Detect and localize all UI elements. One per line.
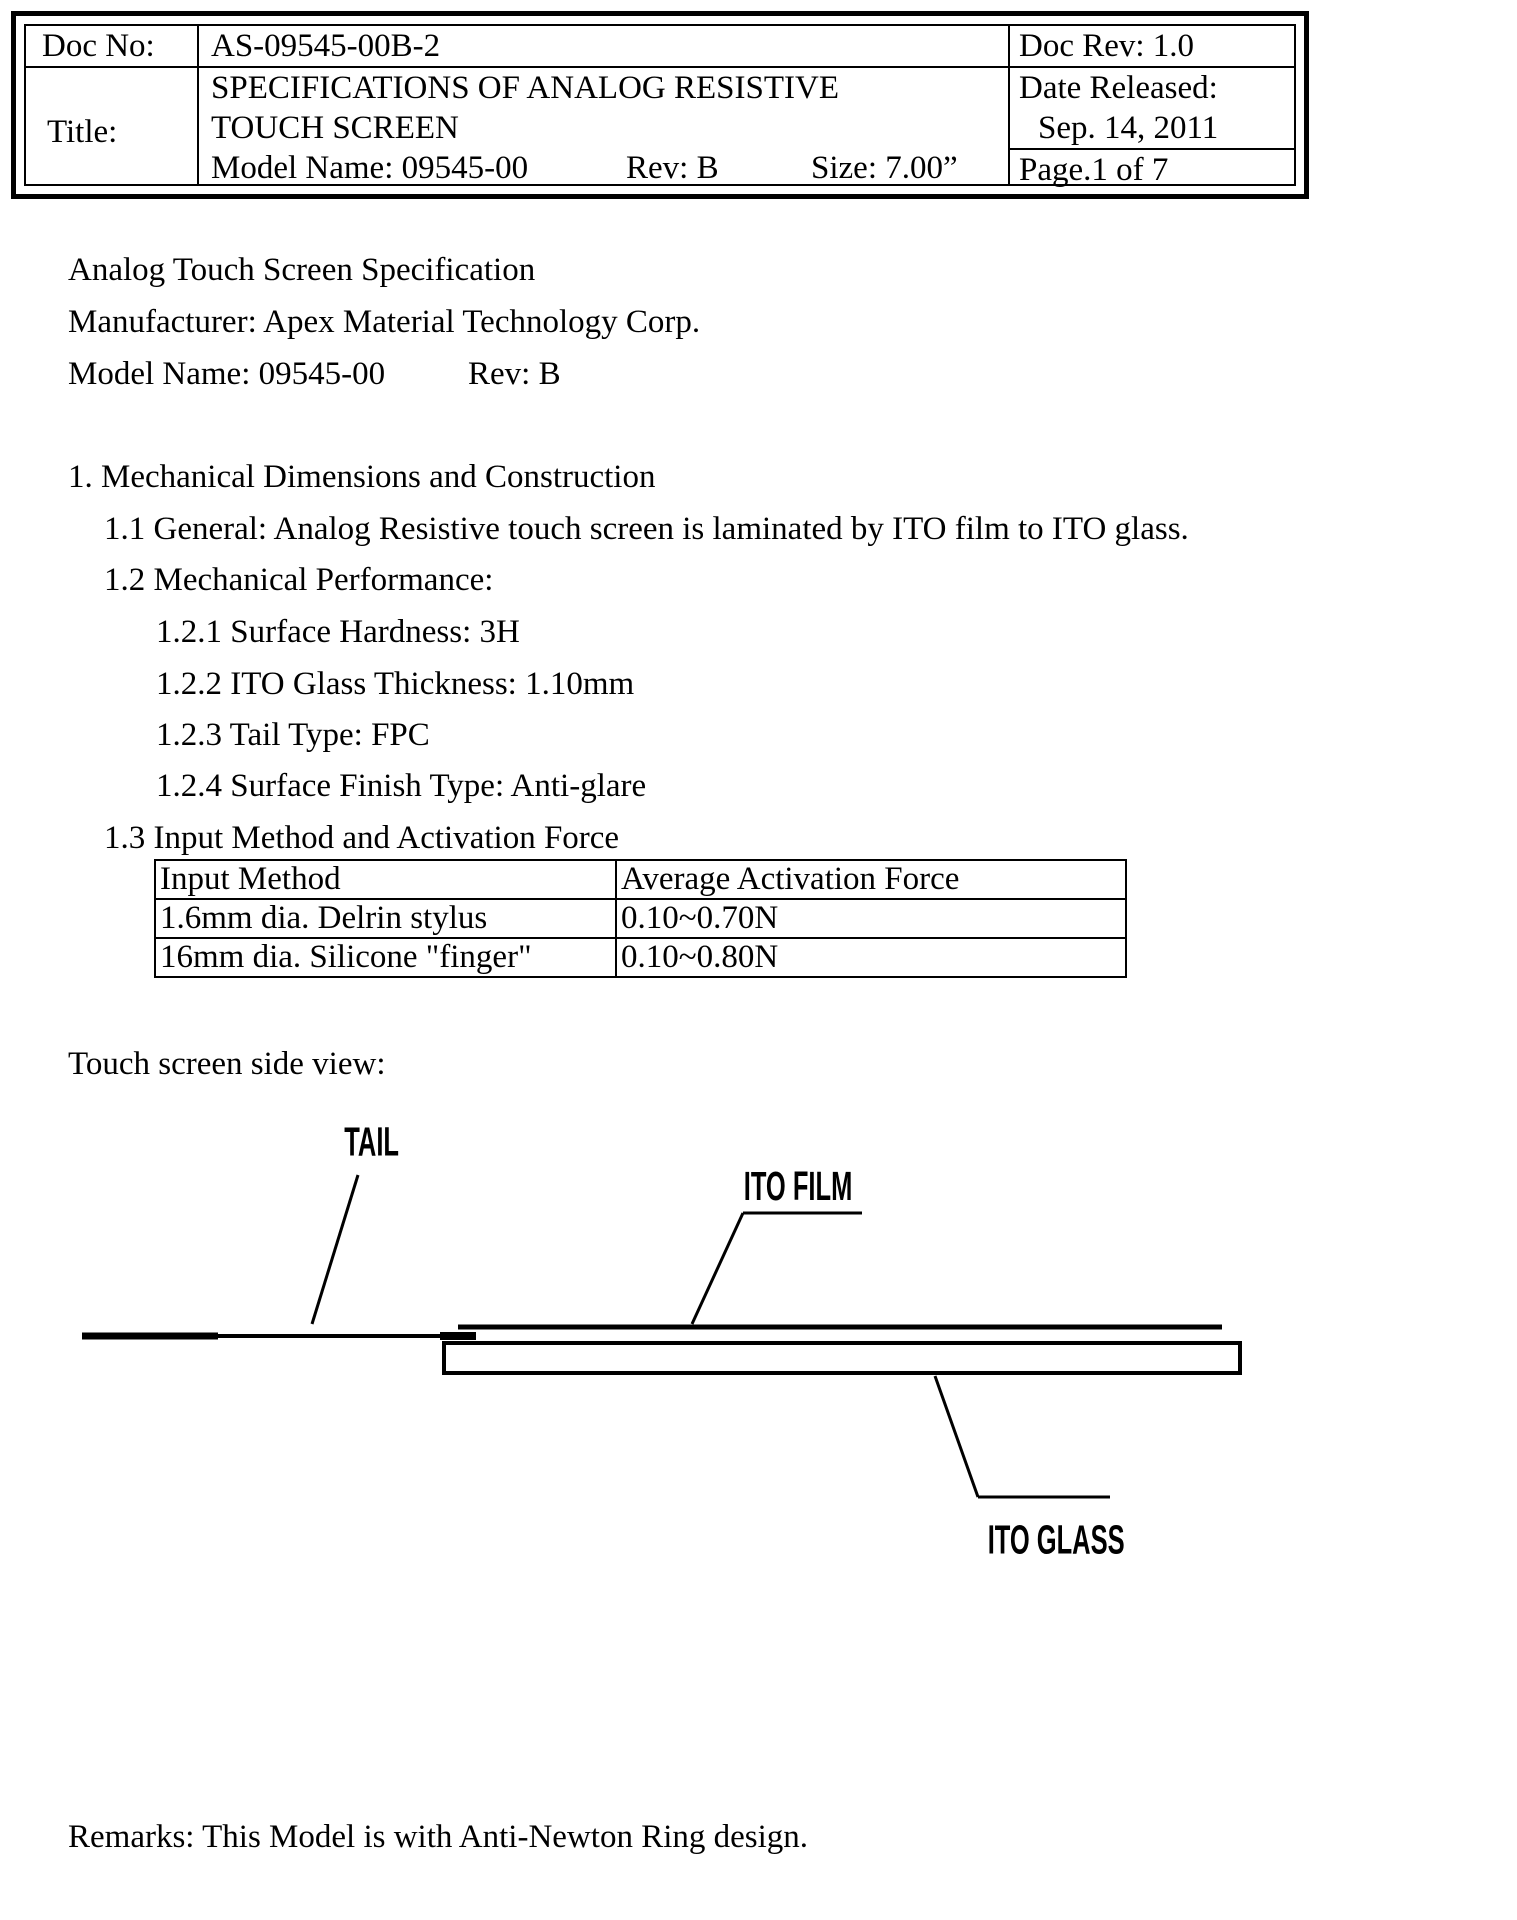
header-model-name: Model Name: 09545-00 xyxy=(211,150,529,186)
table-cell: 0.10~0.80N xyxy=(616,938,1126,977)
section-1-2-2: 1.2.2 ITO Glass Thickness: 1.10mm xyxy=(156,666,635,702)
section-1-2: 1.2 Mechanical Performance: xyxy=(104,562,494,598)
document-header xyxy=(11,11,1309,199)
date-released-label: Date Released: xyxy=(1019,70,1218,106)
intro-model-name: Model Name: 09545-00 xyxy=(68,356,386,392)
title-label: Title: xyxy=(47,114,118,150)
header-grid xyxy=(24,24,1296,186)
header-divider xyxy=(26,66,197,68)
header-divider xyxy=(1008,26,1010,184)
section-1-heading: 1. Mechanical Dimensions and Construction xyxy=(68,459,656,495)
remarks: Remarks: This Model is with Anti-Newton Ring design. xyxy=(68,1819,809,1855)
ito-glass-leader-line xyxy=(935,1376,978,1497)
section-1-2-1: 1.2.1 Surface Hardness: 3H xyxy=(156,614,520,650)
section-1-2-4: 1.2.4 Surface Finish Type: Anti-glare xyxy=(156,768,647,804)
intro-rev: Rev: B xyxy=(468,356,561,392)
section-1-3: 1.3 Input Method and Activation Force xyxy=(104,820,620,856)
date-released-value: Sep. 14, 2011 xyxy=(1038,110,1219,146)
side-view-caption: Touch screen side view: xyxy=(68,1046,386,1082)
header-size: Size: 7.00” xyxy=(811,150,958,186)
ito-film-leader-line xyxy=(692,1213,743,1324)
title-line-2: TOUCH SCREEN xyxy=(211,110,459,146)
section-1-2-3: 1.2.3 Tail Type: FPC xyxy=(156,717,430,753)
spec-heading: Analog Touch Screen Specification xyxy=(68,252,536,288)
section-1-1: 1.1 General: Analog Resistive touch screen is laminated by ITO film to ITO glass. xyxy=(104,511,1189,547)
doc-no-value: AS-09545-00B-2 xyxy=(211,28,441,64)
table-row xyxy=(155,899,1126,938)
doc-no-label: Doc No: xyxy=(42,28,155,64)
header-divider xyxy=(197,26,199,184)
table-header-cell: Input Method xyxy=(155,860,616,899)
title-line-1: SPECIFICATIONS OF ANALOG RESISTIVE xyxy=(211,70,839,106)
ito-film-label: ITO FILM xyxy=(743,1163,853,1210)
table-cell: 16mm dia. Silicone "finger" xyxy=(155,938,616,977)
manufacturer: Manufacturer: Apex Material Technology Corp. xyxy=(68,304,701,340)
header-rev: Rev: B xyxy=(626,150,719,186)
doc-rev: Doc Rev: 1.0 xyxy=(1019,28,1195,64)
table-header-row xyxy=(155,860,1126,899)
table-header-cell: Average Activation Force xyxy=(616,860,1126,899)
tail-label: TAIL xyxy=(344,1119,399,1165)
table-row xyxy=(155,938,1126,977)
activation-force-table xyxy=(154,859,1127,978)
table-cell: 1.6mm dia. Delrin stylus xyxy=(155,899,616,938)
tail-leader-line xyxy=(312,1175,358,1324)
page-number: Page.1 of 7 xyxy=(1019,152,1169,188)
table-cell: 0.10~0.70N xyxy=(616,899,1126,938)
ito-glass-layer xyxy=(444,1343,1240,1373)
touch-screen-side-view-diagram xyxy=(0,1100,1517,1600)
ito-glass-label: ITO GLASS xyxy=(987,1517,1125,1564)
